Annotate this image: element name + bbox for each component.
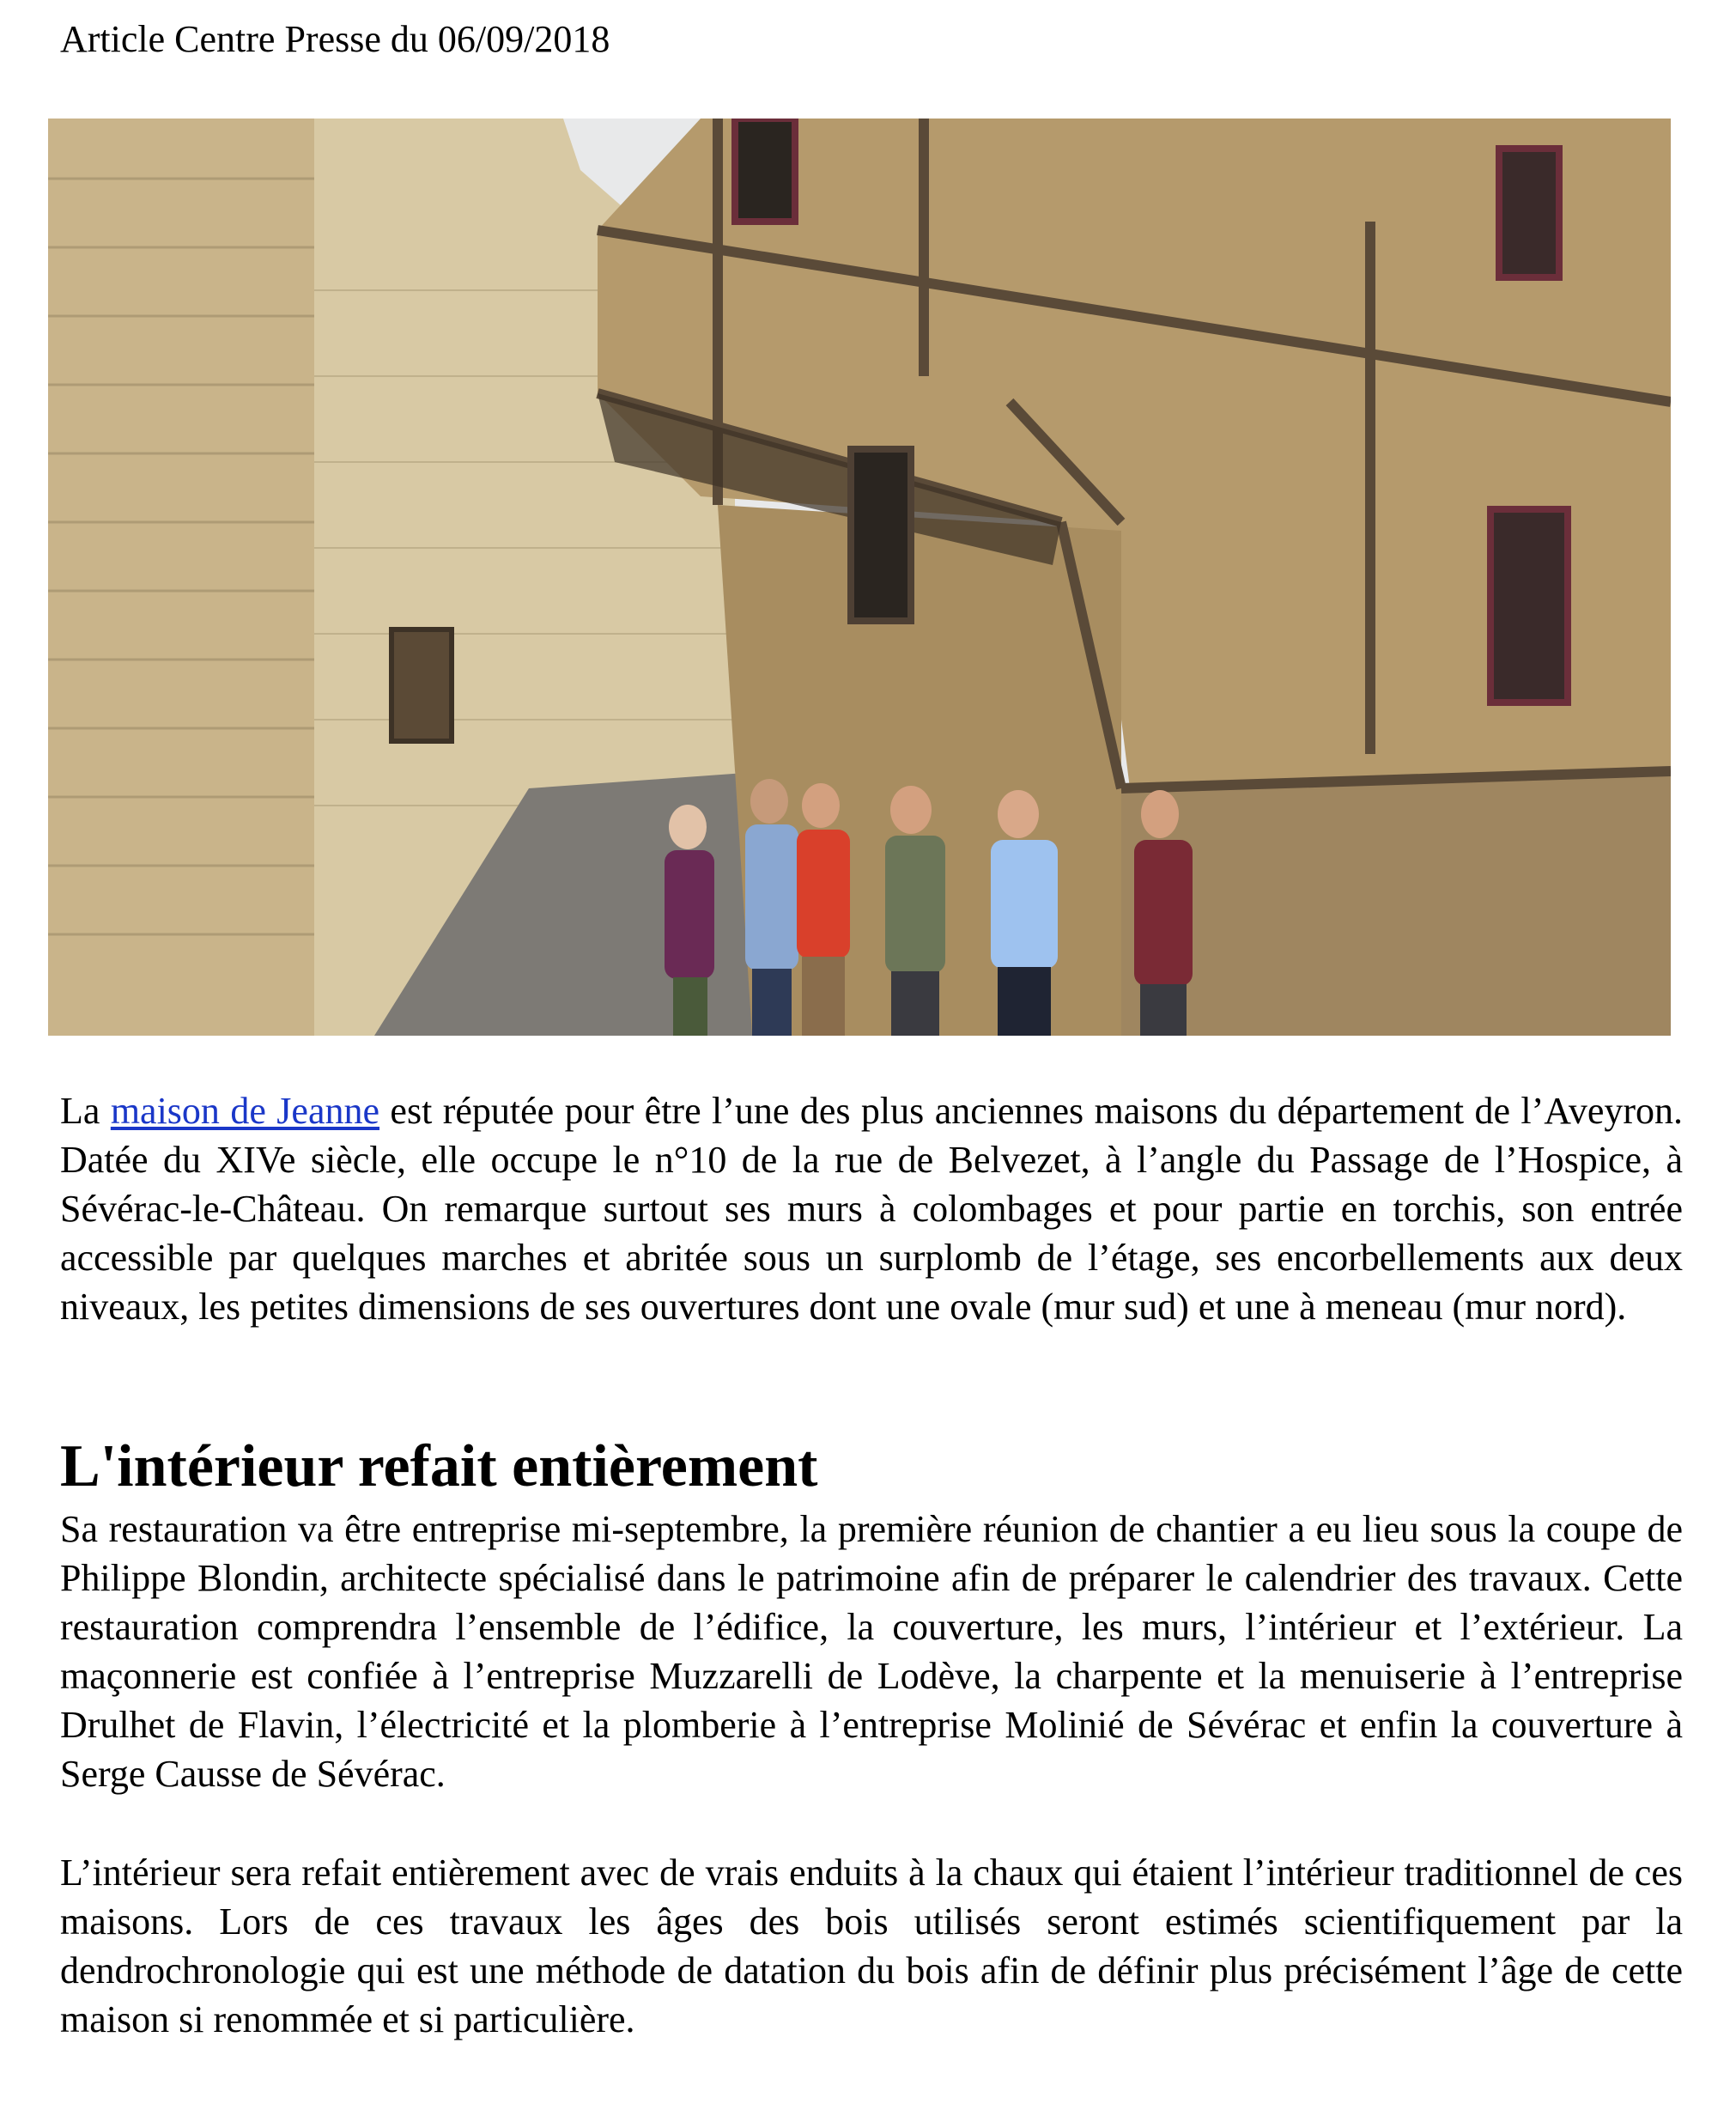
- article-source-line: Article Centre Presse du 06/09/2018: [60, 18, 610, 60]
- intro-paragraph: [60, 1086, 1683, 1331]
- photo-small-window: [392, 629, 452, 741]
- article-photo: [48, 119, 1671, 1036]
- restoration-paragraph: Sa restauration va être entreprise mi-septembre, la première réunion de chantier a eu lieu sous la coupe de Philippe Blondin, architecte spécialisé dans le patrimoine afin de préparer le calendrier des travaux. Cette restauration comprendra l’ensemble de l’édifice, la couverture, les murs, l’intérieur et l’extérieur. La maçonnerie est confiée à l’entreprise Muzzarelli de Lodève, la charpente et la menuiserie à l’entreprise Drulhet de Flavin, l’électricité et la plomberie à l’entreprise Molinié de Sévérac et enfin la couverture à Serge Causse de Sévérac.: [60, 1508, 1683, 1795]
- photo-left-tower: [48, 119, 314, 1036]
- section-heading: L'intérieur refait entièrement: [60, 1433, 818, 1499]
- photo-window-middle: [851, 449, 911, 621]
- photo-window-right-top: [1499, 149, 1559, 277]
- interior-paragraph: L’intérieur sera refait entièrement avec de vrais enduits à la chaux qui étaient l’intérieur traditionnel de ces maisons. Lors de ces travaux les âges des bois utilisés seront estimés scientifiquement par la dendrochronologie qui est une méthode de datation du bois afin de définir plus précisément l’âge de cette maison si renommée et si particulière.: [60, 1852, 1683, 2040]
- intro-paragraph-before-link: La: [60, 1090, 111, 1132]
- maison-de-jeanne-link[interactable]: maison de Jeanne: [110, 1090, 380, 1132]
- photo-window-right-middle: [1490, 509, 1568, 702]
- photo-window-top: [735, 119, 795, 222]
- photo-house-right-lower: [1121, 771, 1671, 1036]
- intro-paragraph-after-link: est réputée pour être l’une des plus anciennes maisons du département de l’Aveyron. Datée du XIVe siècle, elle occupe le n°10 de la rue de Belvezet, à l’angle du Passage de l’Hospice, à Sévérac-le-Château. On remarque surtout ses murs à colombages et pour partie en torchis, son entrée accessible par quelques marches et abritée sous un surplomb de l’étage, ses encorbellements aux deux niveaux, les petites dimensions de ses ouvertures dont une ovale (mur sud) et une à meneau (mur nord).: [60, 1090, 1684, 1328]
